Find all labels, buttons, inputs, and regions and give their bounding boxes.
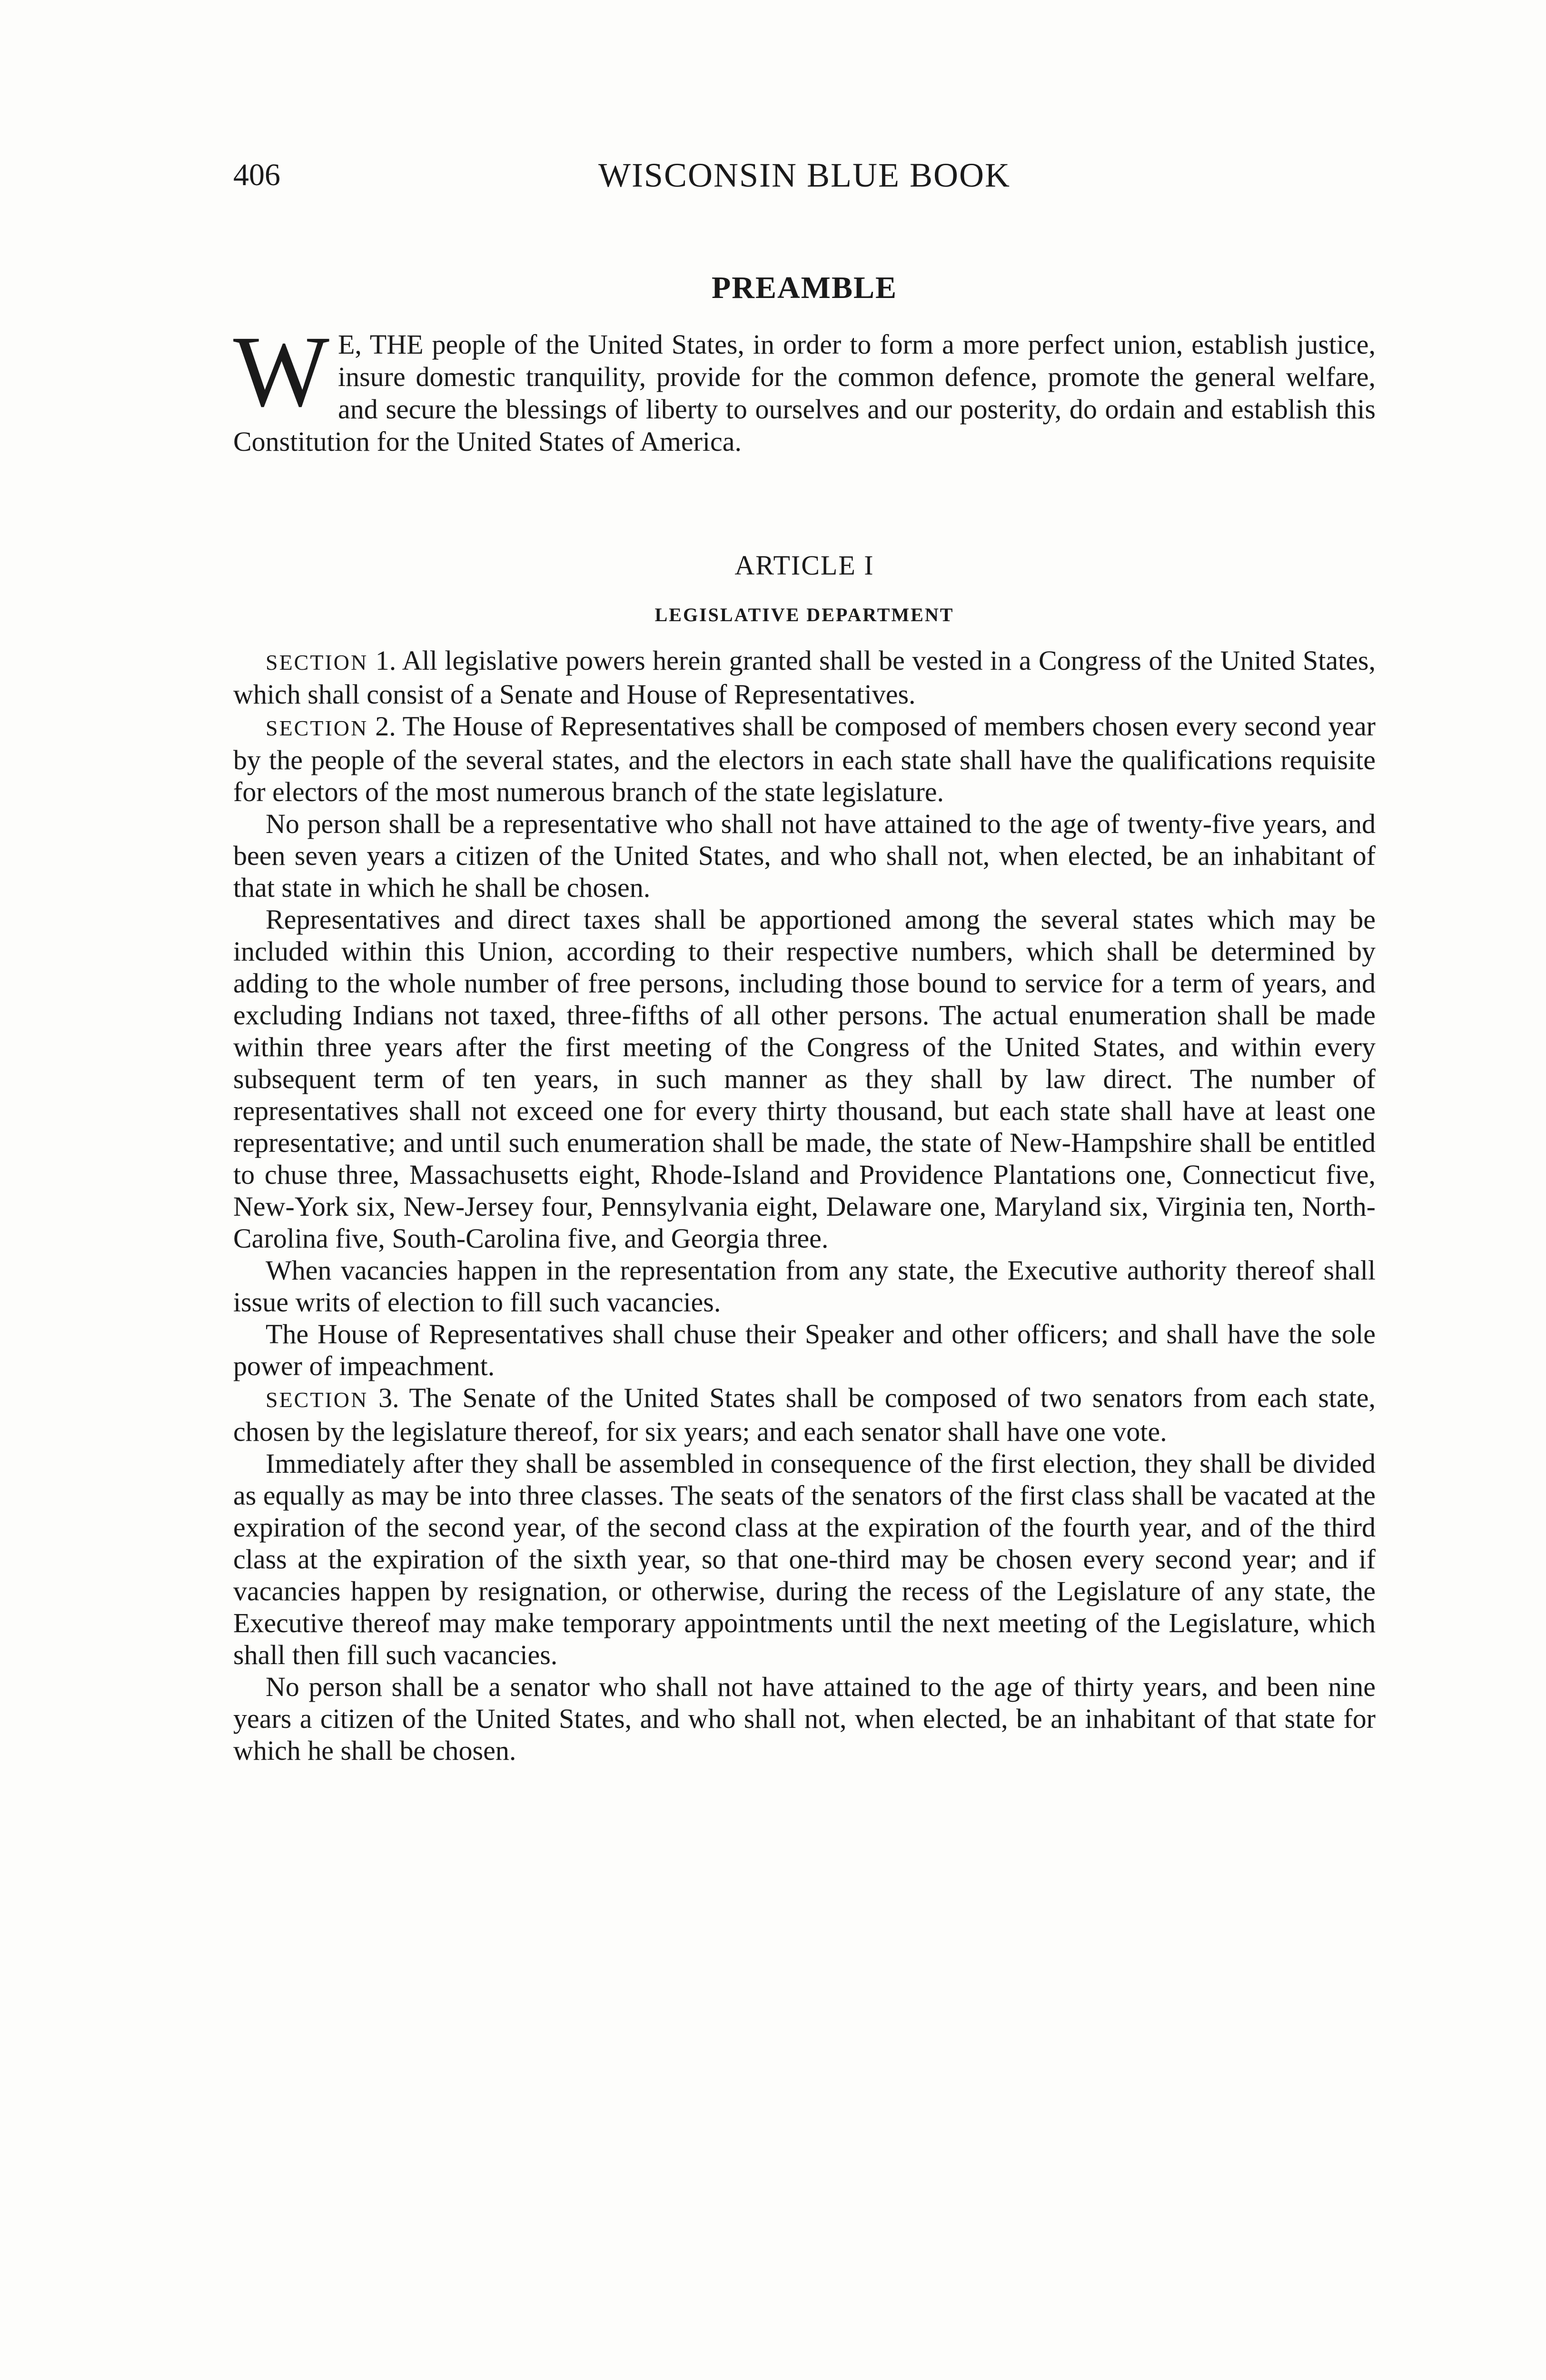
- running-head: [233, 151, 1376, 199]
- paragraph: [233, 1254, 1376, 1318]
- preamble-text: E, THE people of the United States, in order to form a more perfect union, establish justice, insure domestic tranquility, provide for the common defence, promote the general welfare, and secure the blessings of liberty to ourselves and our posterity, do ordain and establish this Constitution for the United States of America.: [233, 329, 1376, 457]
- paragraph-text: No person shall be a senator who shall not have attained to the age of thirty years, and been nine years a citizen of the United States, and who shall not, when elected, be an inhabitant of that state for which he shall be chosen.: [233, 1671, 1376, 1766]
- paragraph-text: The House of Representatives shall chuse their Speaker and other officers; and shall have the sole power of impeachment.: [233, 1319, 1376, 1381]
- paragraph: [233, 1318, 1376, 1382]
- paragraph: [233, 1448, 1376, 1671]
- preamble-heading: PREAMBLE: [711, 270, 898, 305]
- article-heading: ARTICLE I: [734, 550, 874, 581]
- paragraph-text: All legislative powers herein granted shall be vested in a Congress of the United States, which shall consist of a Senate and House of Representatives.: [233, 645, 1376, 710]
- paragraph: [233, 903, 1376, 1254]
- article-subheading: LEGISLATIVE DEPARTMENT: [654, 604, 954, 625]
- paragraph-text: Immediately after they shall be assembled in consequence of the first election, they shall be divided as equally as may be into three classes. The seats of the senators of the first class shall be vacated at the expiration of the second year, of the second class at the expiration of the fourth year, and of the third class at the expiration of the sixth year, so that one-third may be chosen every second year; and if vacancies happen by resignation, or otherwise, during the recess of the Legislature of any state, the Executive thereof may make temporary appointments until the next meeting of the Legislature, which shall then fill such vacancies.: [233, 1448, 1376, 1670]
- paragraph-text: When vacancies happen in the representation from any state, the Executive authority thereof shall issue writs of election to fill such vacancies.: [233, 1255, 1376, 1318]
- section-number: 1.: [375, 645, 396, 676]
- article-body: [233, 645, 1376, 1766]
- page-number: 406: [233, 158, 280, 192]
- section-number: 3.: [378, 1382, 399, 1413]
- section-label: SECTION: [266, 650, 368, 674]
- paragraph-text: The House of Representatives shall be composed of members chosen every second year by the people of the several states, and the electors in each state shall have the qualifications requisite for electors of the most numerous branch of the state legislature.: [233, 711, 1376, 807]
- section-number: 2.: [375, 711, 396, 742]
- paragraph-text: No person shall be a representative who shall not have attained to the age of twenty-five years, and been seven years a citizen of the United States, and who shall not, when elected, be an inhabitant of that state in which he shall be chosen.: [233, 808, 1376, 903]
- paragraph-section-1: [233, 645, 1376, 710]
- paragraph-text: The Senate of the United States shall be composed of two senators from each state, chosen by the legislature thereof, for six years; and each senator shall have one vote.: [233, 1382, 1376, 1447]
- paragraph: [233, 808, 1376, 903]
- paragraph-text: Representatives and direct taxes shall be apportioned among the several states which may be included within this Union, according to their respective numbers, which shall be determined by adding to the whole number of free persons, including those bound to service for a term of years, and excluding Indians not taxed, three-fifths of all other persons. The actual enumeration shall be made within three years after the first meeting of the Congress of the United States, and within every subsequent term of ten years, in such manner as they shall by law direct. The number of representatives shall not exceed one for every thirty thousand, but each state shall have at least one representative; and until such enumeration shall be made, the state of New-Hampshire shall be entitled to chuse three, Massachusetts eight, Rhode-Island and Providence Plantations one, Connecticut five, New-York six, New-Jersey four, Pennsylvania eight, Delaware one, Maryland six, Virginia ten, North-Carolina five, South-Carolina five, and Georgia three.: [233, 904, 1376, 1254]
- paragraph-section-3: [233, 1382, 1376, 1448]
- paragraph-section-2: [233, 710, 1376, 808]
- paragraph: [233, 1671, 1376, 1766]
- drop-cap: W: [233, 315, 329, 428]
- section-label: SECTION: [266, 716, 368, 740]
- preamble-text-block: [233, 315, 1376, 458]
- section-label: SECTION: [266, 1388, 368, 1412]
- book-title: WISCONSIN BLUE BOOK: [598, 156, 1011, 194]
